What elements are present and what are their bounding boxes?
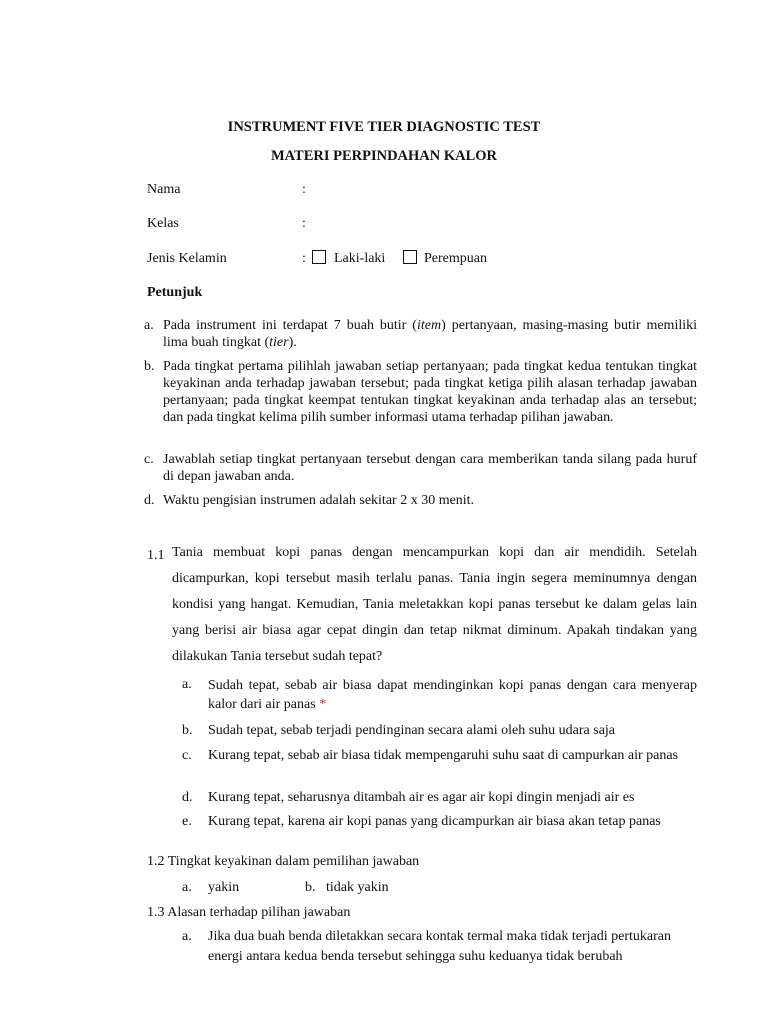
kelas-colon: : [302, 216, 306, 231]
instruction-b-marker: b. [144, 359, 155, 374]
document-title: INSTRUMENT FIVE TIER DIAGNOSTIC TEST [227, 119, 541, 135]
question-1-1-number: 1.1 [147, 548, 165, 563]
jenis-kelamin-colon: : [302, 251, 306, 266]
question-1-1-text: Tania membuat kopi panas dengan mencampurkan kopi dan air mendidih. Setelah dicampurkan, kopi tersebut masih terlalu panas. Tania ingin segera meminumnya dengan kondisi yang hangat. Kemudian, Tania meletakkan kopi panas tersebut ke dalam gelas lain yang berisi air biasa agar cepat dingin dan tetap nikmat diminum. Apakah tindakan yang dilakukan Tania tersebut sudah tepat? [172, 545, 697, 664]
option-marker: a. [182, 880, 192, 895]
nama-label: Nama [147, 182, 181, 197]
male-label: Laki-laki [334, 251, 386, 266]
reason-option-a: Jika dua buah benda diletakkan secara kontak termal maka tidak terjadi pertukaran energi antara kedua benda tersebut sehingga suhu keduanya tidak berubah [208, 929, 671, 964]
confidence-tidak-yakin: tidak yakin [326, 880, 389, 895]
instruction-c-marker: c. [144, 452, 154, 467]
option-c: Kurang tepat, sebab air biasa tidak mempengaruhi suhu saat di campurkan air panas [208, 748, 679, 763]
option-marker: a. [182, 677, 192, 692]
option-marker: d. [182, 790, 193, 805]
option-e: Kurang tepat, karena air kopi panas yang dicampurkan air biasa akan tetap panas [208, 814, 661, 829]
male-checkbox[interactable] [312, 250, 326, 264]
instruction-c: Jawablah setiap tingkat pertanyaan tersebut dengan cara memberikan tanda silang pada huruf di depan jawaban anda. [163, 452, 697, 484]
female-checkbox[interactable] [403, 250, 417, 264]
question-1-3-label: 1.3 Alasan terhadap pilihan jawaban [147, 905, 351, 920]
option-marker: b. [305, 880, 316, 895]
instruction-d-marker: d. [144, 493, 155, 508]
option-d: Kurang tepat, seharusnya ditambah air es agar air kopi dingin menjadi air es [208, 790, 635, 805]
instruction-d: Waktu pengisian instrumen adalah sekitar 2 x 30 menit. [163, 493, 475, 508]
instructions-heading: Petunjuk [147, 285, 203, 300]
option-marker: b. [182, 723, 193, 738]
instruction-a-marker: a. [144, 318, 154, 333]
question-1-2-label: 1.2 Tingkat keyakinan dalam pemilihan jawaban [147, 854, 420, 869]
female-label: Perempuan [424, 251, 487, 266]
option-marker: a. [182, 929, 192, 944]
option-marker: c. [182, 748, 192, 763]
instruction-a: Pada instrument ini terdapat 7 buah butir (item) pertanyaan, masing-masing butir memiliki lima buah tingkat (tier). [163, 318, 698, 350]
option-marker: e. [182, 814, 192, 829]
nama-colon: : [302, 182, 306, 197]
option-b: Sudah tepat, sebab terjadi pendinginan secara alami oleh suhu udara saja [208, 723, 616, 738]
jenis-kelamin-label: Jenis Kelamin [147, 251, 227, 266]
instruction-b: Pada tingkat pertama pilihlah jawaban setiap pertanyaan; pada tingkat kedua tentukan tingkat keyakinan anda terhadap jawaban tersebut; pada tingkat ketiga pilih alasan terhadap jawaban pertanyaan; pada tingkat keempat tentukan tingkat keyakinan anda terhadap alas an tersebut; dan pada tingkat kelima pilih sumber informasi utama terhadap pilihan jawaban. [163, 359, 697, 425]
option-a: Sudah tepat, sebab air biasa dapat mendinginkan kopi panas dengan cara menyerap kalor dari air panas * [208, 678, 697, 712]
confidence-yakin: yakin [208, 880, 240, 895]
kelas-label: Kelas [147, 216, 179, 231]
document-subtitle: MATERI PERPINDAHAN KALOR [270, 148, 498, 164]
correct-answer-star: * [319, 697, 327, 712]
